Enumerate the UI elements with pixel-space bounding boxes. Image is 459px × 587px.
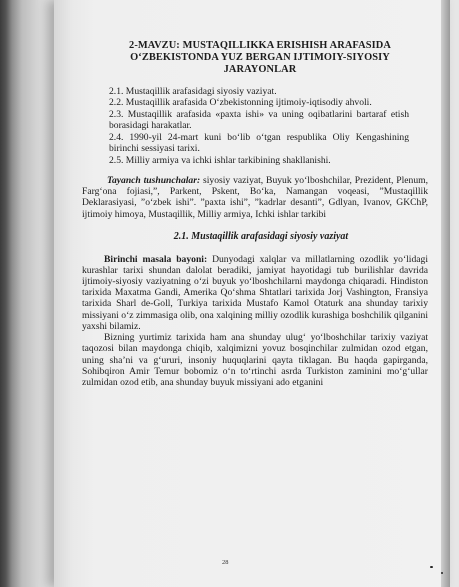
topic-item: 2.2. Mustaqillik arafasida O‘zbekistonning ijtimoiy-iqtisodiy ahvoli. <box>109 97 372 109</box>
keywords-label: Tayanch tushunchalar: <box>107 175 201 187</box>
paragraph-text: Dunyodagi xalqlar va millatlarning ozodlik yo‘lidagi kurashlar tarixi shundan dalolat beradiki, jamiyat hayotidagi tub burilishlar davrida ijtimoiy-siyosiy vaziyatning o‘zi buyuk yo‘lboshchilarni maydonga chiqaradi. Hindiston tarixida Maxatma Gandi, Amerika Qo‘shma Shtatlari tarixida Jorj Vashington, Fransiya tarixida Sharl de-Goll, Turkiya tarixida Mustafo Kamol Otaturk ana shunday tarixiy missiyani o‘z zimmasiga olib, ona xalqining milliy ozodlik kurashiga boshchilik qilganini yaxshi bilamiz. <box>82 253 428 332</box>
topic-item: 2.4. 1990-yil 24-mart kuni bo‘lib o‘tgan respublika Oliy Kengashining birinchi sessiyasi tarixi. <box>109 131 409 155</box>
body-paragraph <box>82 254 428 333</box>
topic-item: 2.1. Mustaqillik arafasidagi siyosiy vaziyat. <box>109 85 277 97</box>
keywords-text: siyosiy vaziyat, Buyuk yo‘lboshchilar, Prezident, Plenum, Farg‘ona fojiasi,”, Parkent, Pskent, Bo‘ka, Namangan voqeasi, ”Mustaqillik Deklarasiyasi, ”o‘zbek ishi”. ”paxta ishi”, ”kadrlar desanti”, Gdlyan, Ivanov, GKChP, ijtimoiy himoya, Mustaqillik, Milliy armiya, Ichki ishlar tarkibi <box>82 175 429 220</box>
scan-speck <box>430 566 433 568</box>
topic-item: 2.5. Milliy armiya va ichki ishlar tarkibining shakllanishi. <box>109 154 331 166</box>
page-content <box>82 40 428 388</box>
page-edge <box>441 0 450 587</box>
scan-speck <box>441 572 443 574</box>
heading-line: JARAYONLAR <box>223 64 297 76</box>
page-number: 28 <box>222 559 229 566</box>
topic-item: 2.3. Mustaqillik arafasida «paxta ishi» va uning oqibatlarini bartaraf etish borasidagi harakatlar. <box>109 108 409 132</box>
topic-list <box>109 86 409 167</box>
paragraph-text: Bizning yurtimiz tarixida ham ana shunday ulug‘ yo‘lboshchilar tarixiy vaziyat taqozosi bilan maydonga chiqib, xalqimizni yovuz bosqinchilar zulmidan ozod etgan, uning sha’ni va g‘ururi, insoniy huquqlarini qayta tiklagan. Bu haqda gapirganda, Sohibqiron Amir Temur bobomiz o‘n to‘rtinchi asrda Turkiston zaminini mo‘g‘ullar zulmidan ozod etib, ana shunday buyuk missiyani ado etganini <box>82 332 428 389</box>
section-title: 2.1. Mustaqillik arafasidagi siyosiy vaziyat <box>173 230 349 242</box>
chapter-heading <box>82 40 428 77</box>
keywords-paragraph <box>82 175 428 220</box>
body-paragraph <box>82 332 428 388</box>
heading-line: O‘ZBEKISTONDA YUZ BERGAN IJTIMOIY-SIYOSIY <box>130 52 390 64</box>
heading-line: 2-MAVZU: MUSTAQILLIKKA ERISHISH ARAFASIDA <box>129 40 391 51</box>
paragraph-lead: Birinchi masala bayoni: <box>104 253 208 265</box>
